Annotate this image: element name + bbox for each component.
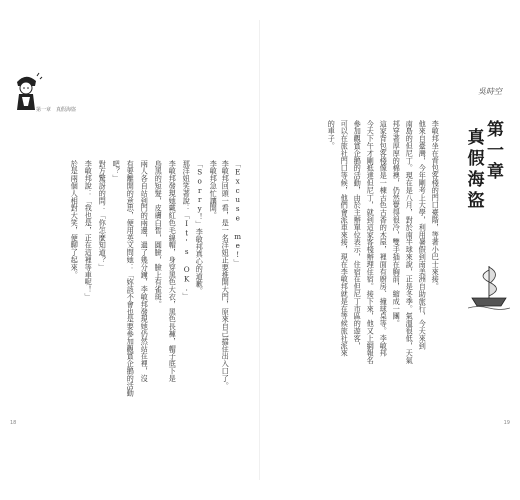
right-text-column: 今天下午才剛抵達但尼丁，就到這家客棧辦理住宿。接下來，他又上網報名: [366, 120, 376, 365]
page-number-right: 19: [503, 420, 510, 426]
right-text-column: 參加觀賞企鵝的活動，由於主辦單位表示，住宿在但尼丁市區的遊客，: [353, 120, 363, 350]
left-text-column: 烏黑的短髮，皮膚白皙，圓臉，臉上有雀斑。: [154, 160, 164, 308]
running-head-left: 第一章 真假海盜: [36, 107, 77, 113]
page-number-left: 18: [10, 420, 17, 426]
left-text-column: 李敏邦急忙讓開。: [209, 160, 219, 220]
right-text-column: 的車子。: [327, 120, 337, 150]
running-head-right: 吳時空: [478, 87, 502, 96]
left-text-column: 對方驚訝的問：「你怎麼知道？」: [98, 160, 108, 271]
left-text-column: 於是兩個人相對大笑，便聊了起來。: [70, 160, 80, 279]
left-text-column: 李敏邦發現她戴紅色毛線帽，身穿黑色大衣，黑色長褲，帽子底下是: [168, 160, 178, 382]
left-text-column: 那洋妞笑著說：「It's OK.」: [182, 160, 192, 301]
right-text-column: 邦穿著厚厚的棉襖，仍然覺得很冷，雙手插在胸前，縮成一團。: [392, 120, 402, 328]
right-text-column: 李敏邦坐在背包客棧的門口臺階，等著小巴士來接。: [431, 120, 441, 291]
right-page: [260, 0, 520, 500]
right-text-column: 南島的但尼丁。現在是八月，對於南半球來說，正是冬季。氣溫很低，天氣: [405, 120, 415, 365]
left-text-column: 李敏邦回頭一看，是一名洋妞正要推開大門，原來自己擋住出入口了。: [221, 160, 231, 390]
chapter-number: 第一章: [483, 120, 503, 183]
left-text-column: 吧？」: [112, 160, 122, 183]
right-text-column: 他來自臺灣，今年剛考上大學，利用暑假到南美洲自助旅行，今天來到: [418, 120, 428, 350]
right-text-column: 這家背包客棧像是一棟古色古香的木屋，裡面有廚房、撞球桌等。李敏邦: [379, 120, 389, 357]
right-text-column: 可以在旅社門口等候，他們會派車來接，現在李敏邦就是在等候旅社派來: [340, 120, 350, 357]
left-text-column: 有要離開的意思，便用英文問她：「妳該不會也是要參加觀賞企鵝的活動: [126, 160, 136, 397]
left-text-column: 「Excuse me!」: [233, 160, 243, 267]
pirate-ship-illustration: [468, 262, 510, 310]
left-text-column: 「Sorry！」李敏邦真心的道歉。: [195, 160, 205, 295]
left-text-column: 兩人各自站到門的兩邊，過了幾分鐘，李敏邦發現她仍然站在裡，沒: [140, 160, 150, 382]
chapter-name: 真假海盜: [463, 128, 484, 212]
left-text-column: 李敏邦說：「我也是，正在這裡等車呢！」: [84, 160, 94, 301]
chapter-title: [463, 120, 503, 212]
